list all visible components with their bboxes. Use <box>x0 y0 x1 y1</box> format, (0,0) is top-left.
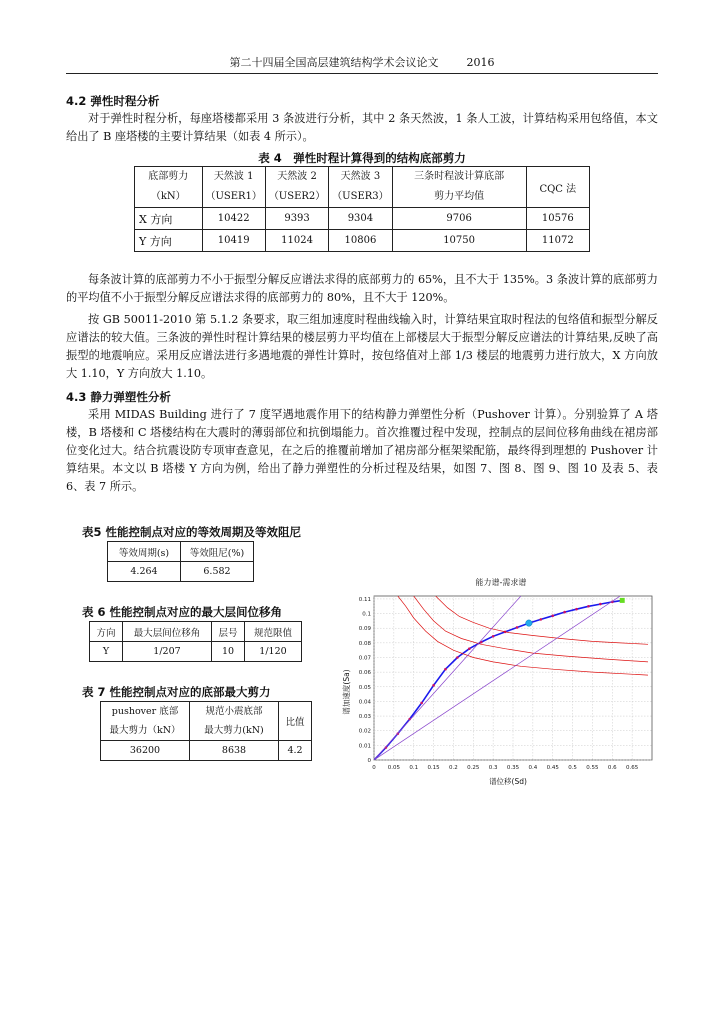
table4-head-c2 <box>202 167 265 208</box>
x-tick-label: 0.5 <box>568 765 577 771</box>
performance-point <box>526 620 532 626</box>
table7-cell: 36200 <box>101 741 190 761</box>
table4-cell: 10419 <box>202 230 265 252</box>
y-tick-label: 0.03 <box>358 714 371 721</box>
section-4-2-heading: 4.2 弹性时程分析 <box>66 94 160 108</box>
table6-cell: Y <box>90 642 123 662</box>
table6-cell: 1/120 <box>245 642 302 662</box>
chart-plot-area <box>359 596 652 771</box>
x-tick-label: 0.35 <box>506 765 520 771</box>
table4-row1-label: X 方向 <box>135 208 203 230</box>
section-4-2-para1: 对于弹性时程分析，每座塔楼都采用 3 条波进行分析，其中 2 条天然波，1 条人工波，计算结构采用包络值，本文给出了 B 座塔楼的主要计算结果（如表 4 所示）。 <box>66 112 658 143</box>
table6-caption: 表 6 性能控制点对应的最大层间位移角 <box>82 605 283 619</box>
table5-caption: 表5 性能控制点对应的等效周期及等效阻尼 <box>82 525 302 539</box>
y-tick-label: 0.06 <box>358 670 371 677</box>
table6-head: 方向 <box>90 622 123 642</box>
y-tick-label: 0.08 <box>358 640 371 647</box>
capacity-point <box>540 618 543 621</box>
table7-head-c1a: pushover 底部 <box>111 706 179 717</box>
table4-head-c5a: 三条时程波计算底部 <box>414 171 505 182</box>
table4-cell: 10806 <box>329 230 392 252</box>
table5 <box>107 541 254 582</box>
table4-head-c2a: 天然波 1 <box>213 171 254 182</box>
x-tick-label: 0.05 <box>387 765 400 771</box>
capacity-point <box>516 626 519 629</box>
table5-cell: 6.582 <box>181 562 254 582</box>
table7-head-c1b: 最大剪力（kN） <box>109 725 181 736</box>
table4-cell: 9706 <box>392 208 526 230</box>
capacity-point <box>456 656 459 659</box>
table4 <box>134 166 590 252</box>
table4-head-c5 <box>392 167 526 208</box>
table7-head-c2 <box>190 702 279 741</box>
table7 <box>100 701 312 761</box>
x-tick-label: 0.45 <box>546 765 559 771</box>
table-row <box>90 642 302 662</box>
table7-head-c3: 比值 <box>279 702 312 741</box>
table4-cell: 10422 <box>202 208 265 230</box>
table4-head-c3b: （USER2） <box>268 191 326 202</box>
table5-head: 等效阻尼(%) <box>181 542 254 562</box>
capacity-point <box>432 684 435 687</box>
x-tick-label: 0.4 <box>528 765 538 771</box>
table7-cell: 4.2 <box>279 741 312 761</box>
capacity-point <box>444 668 447 671</box>
x-tick-label: 0.65 <box>626 765 639 771</box>
chart-svg <box>340 572 662 786</box>
capacity-point <box>587 605 590 608</box>
table4-head-c4 <box>329 167 392 208</box>
table6-head: 层号 <box>212 622 245 642</box>
table4-cell: 10750 <box>392 230 526 252</box>
chart-title: 能力谱-需求谱 <box>475 578 527 587</box>
header-year: 2016 <box>466 56 495 69</box>
table4-head-c3a: 天然波 2 <box>277 171 317 182</box>
table4-head-c3 <box>265 167 328 208</box>
x-tick-label: 0 <box>372 765 376 771</box>
table-row <box>135 208 590 230</box>
after-table4-para3: 按 GB 50011-2010 第 5.1.2 条要求，取三组加速度时程曲线输入时，计算结果宜取时程法的包络值和振型分解反应谱法的较大值。三条波的弹性时程计算结果的楼层剪力平均值在上部楼层大于振型分解反应谱法的计算结果,反映了高振型的地震响应。采用反应谱法进行多遇地震的弹性计算时，按包络值对上部 1/3 楼层的地震剪力进行放大，X 方向放大 1.10，Y 方向放大 1.10。 <box>66 313 658 380</box>
y-tick-label: 0.05 <box>358 684 371 691</box>
table-row <box>135 230 590 252</box>
table4-cell: 9304 <box>329 208 392 230</box>
capacity-point <box>575 608 578 611</box>
table6-cell: 10 <box>212 642 245 662</box>
table4-cell: 10576 <box>526 208 589 230</box>
chart-xlabel: 谱位移(Sd) <box>489 777 527 786</box>
table4-head-c1 <box>135 167 203 208</box>
section-4-3-heading: 4.3 静力弹塑性分析 <box>66 390 171 404</box>
y-tick-label: 0.07 <box>358 655 371 662</box>
table-row <box>101 741 312 761</box>
y-tick-label: 0.02 <box>358 728 371 735</box>
x-tick-label: 0.3 <box>488 765 498 771</box>
table4-cell: 9393 <box>265 208 328 230</box>
y-tick-label: 0.04 <box>358 699 371 706</box>
capacity-demand-chart <box>340 572 662 786</box>
header-title: 第二十四届全国高层建筑结构学术会议论文 <box>229 56 439 69</box>
x-tick-label: 0.2 <box>449 765 458 771</box>
table4-head-c1b: （kN） <box>150 191 186 202</box>
x-tick-label: 0.25 <box>467 765 480 771</box>
section-4-3-para: 采用 MIDAS Building 进行了 7 度罕遇地震作用下的结构静力弹塑性分析（Pushover 计算）。分别验算了 A 塔楼，B 塔楼和 C 塔楼结构在大震时的薄弱部位和抗倒塌能力。首次推覆过程中发现，控制点的层间位移角曲线在裙房部位变化过大。结合抗震设防专项审查意见，在之后的推覆前增加了裙房部分框架梁配筋，最终得到理想的 Pushover 计算结果。本文以 B 塔楼 Y 方向为例，给出了静力弹塑性的分析过程及结果，如图 7、图 8、图 9、图 10 及表 5、表 6、表 7 所示。 <box>66 408 658 493</box>
capacity-point <box>599 603 602 606</box>
y-tick-label: 0.09 <box>358 626 371 633</box>
table5-head: 等效周期(s) <box>108 542 181 562</box>
y-tick-label: 0.1 <box>362 611 371 618</box>
chart-ylabel: 谱加速度(Sa) <box>342 669 351 715</box>
table4-cell: 11024 <box>265 230 328 252</box>
running-header <box>0 54 724 70</box>
table5-cell: 4.264 <box>108 562 181 582</box>
x-tick-label: 0.15 <box>427 765 440 771</box>
table4-head-c4b: （USER3） <box>332 191 389 202</box>
table7-head-c2b: 最大剪力(kN) <box>204 725 264 736</box>
y-tick-label: 0.11 <box>358 596 371 603</box>
table6 <box>89 621 302 662</box>
table4-head-c5b: 剪力平均值 <box>434 191 485 202</box>
x-tick-label: 0.6 <box>607 765 617 771</box>
table7-cell: 8638 <box>190 741 279 761</box>
x-tick-label: 0.1 <box>409 765 419 771</box>
header-rule <box>66 73 658 74</box>
table4-head-c6: CQC 法 <box>526 167 589 208</box>
capacity-point <box>551 614 554 617</box>
table-row <box>108 562 254 582</box>
table4-caption: 表 4 弹性时程计算得到的结构底部剪力 <box>258 151 466 165</box>
capacity-point <box>492 635 495 638</box>
table6-head: 最大层间位移角 <box>123 622 212 642</box>
table4-head-c1a: 底部剪力 <box>148 171 189 182</box>
table6-cell: 1/207 <box>123 642 212 662</box>
y-tick-label: 0.01 <box>358 743 371 750</box>
capacity-point <box>563 611 566 614</box>
table7-head-c2a: 规范小震底部 <box>205 706 263 717</box>
table4-head-c2b: （USER1） <box>205 191 262 202</box>
capacity-point <box>468 647 471 650</box>
table4-cell: 11072 <box>526 230 589 252</box>
table7-caption: 表 7 性能控制点对应的底部最大剪力 <box>82 685 271 699</box>
table6-head: 规范限值 <box>245 622 302 642</box>
after-table4-para2: 每条波计算的底部剪力不小于振型分解反应谱法求得的底部剪力的 65%，且不大于 135%。3 条波计算的底部剪力的平均值不小于振型分解反应谱法求得的底部剪力的 80%，且不大于 120%。 <box>66 273 658 304</box>
y-tick-label: 0 <box>367 758 371 764</box>
x-tick-label: 0.55 <box>586 765 599 771</box>
table4-head-c4a: 天然波 3 <box>340 171 381 182</box>
table7-head-c1 <box>101 702 190 741</box>
end-point-marker <box>620 598 625 603</box>
table4-row2-label: Y 方向 <box>135 230 203 252</box>
capacity-point <box>420 702 423 705</box>
